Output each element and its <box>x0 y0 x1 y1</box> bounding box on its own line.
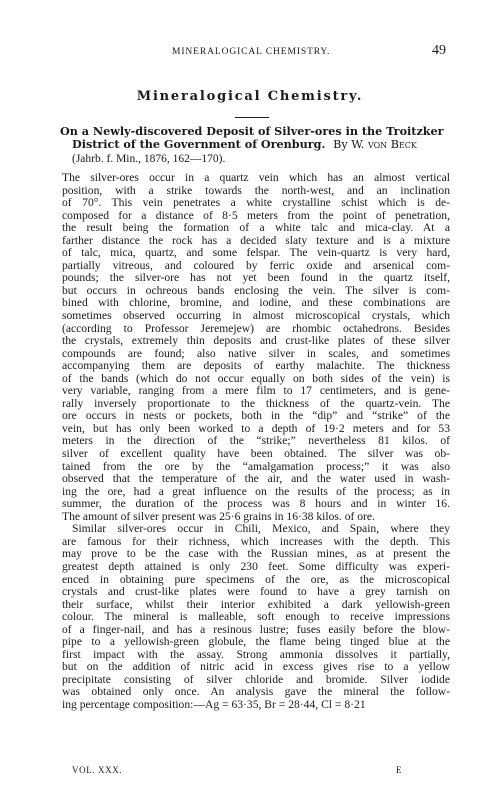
body-line: crystals and crust-like plates were found to have a grey tarnish on <box>62 585 450 599</box>
body-line: greatest depth attained is only 230 feet. Some difficulty was experi- <box>62 559 450 573</box>
body-line: may prove to be the case with the Russian mines, as at present the <box>62 547 450 561</box>
body-line: their surface, whilst their interior exhibited a dark yellowish-green <box>62 597 450 611</box>
body-line: enced in obtaining pure specimens of the ore, as the microscopical <box>62 572 450 586</box>
body-line: vein, but has only been worked to a depth of 19·2 meters and for 53 <box>62 421 450 435</box>
body-line: The silver-ores occur in a quartz vein which has an almost vertical <box>62 171 450 184</box>
citation-reference: (Jahrb. f. Min., 1876, 162—170). <box>72 153 226 165</box>
body-line: ore occurs in nests or pockets, both in the “dip” and “strike” of the <box>62 409 450 423</box>
signature-mark: E <box>396 765 402 775</box>
body-line: the crystals, extremely thin deposits and crust-like plates of these silver <box>62 334 450 348</box>
body-line: summer, the duration of the process was 8 hours and in winter 16. <box>62 497 450 511</box>
body-line: pounds; the silver-ore has not yet been found in the quartz itself, <box>62 271 450 285</box>
body-line: partially vitreous, and coloured by ferric oxide and arsenical com- <box>62 258 450 272</box>
body-line: colour. The mineral is malleable, soft enough to receive impressions <box>62 610 450 624</box>
body-line: (according to Professor Jeremejew) are rhombic octahedrons. Besides <box>62 321 450 335</box>
body-line: position, with a strike towards the north-west, and an inclination <box>62 183 450 197</box>
article-heading <box>60 125 460 152</box>
body-line: first impact with the assay. Strong ammonia dissolves it partially, <box>62 647 450 661</box>
body-line: are famous for their richness, which increases with the depth. This <box>62 534 450 548</box>
author-name: von Beck <box>367 138 417 152</box>
body-line: was obtained only once. An analysis gave the mineral the follow- <box>62 685 450 699</box>
body-line: of a finger-nail, and has a resinous lustre; fuses easily before the blow- <box>62 622 450 636</box>
body-line: of talc, mica, quartz, and some felspar. The vein-quartz is very hard, <box>62 246 450 260</box>
body-line: of 70°. This vein penetrates a white crystalline schist which is de- <box>62 196 450 210</box>
body-line: the result being the formation of a white talc and mica-clay. At a <box>62 221 450 235</box>
body-line: The amount of silver present was 25·6 grains in 16·38 kilos. of ore. <box>62 509 375 523</box>
body-line: meters in the direction of the “strike;” nevertheless 81 kilos. of <box>62 434 450 448</box>
body-line: precipitate consisting of silver chloride and bromide. Silver iodide <box>62 672 450 686</box>
body-line: Similar silver-ores occur in Chili, Mexico, and Spain, where they <box>72 522 450 536</box>
body-line: composed for a distance of 8·5 meters from the point of penetration, <box>62 208 450 222</box>
page-number: 49 <box>432 43 446 58</box>
article-heading-line-2 <box>60 138 460 151</box>
body-line: sometimes observed occurring in almost microscopical crystals, which <box>62 309 450 323</box>
body-line: ing percentage composition:—Ag = 63·35, Br = 28·44, Cl = 8·21 <box>62 697 366 711</box>
body-line: but occurs in ochreous bands enclosing the vein. The silver is com- <box>62 283 450 297</box>
article-body <box>62 172 450 712</box>
section-rule <box>235 117 269 118</box>
body-line: accompanying them are deposits of earthy malachite. The thickness <box>62 359 450 373</box>
body-line: very variable, ranging from a mere film to 17 centimeters, and is gene- <box>62 384 450 398</box>
body-line: farther distance the rock has a decided slaty texture and is a mixture <box>62 233 450 247</box>
article-heading-line-2-text: District of the Government of Orenburg. <box>72 137 326 152</box>
author-prefix: By W. <box>333 138 368 152</box>
body-line: rally inversely proportionate to the thickness of the quartz-vein. The <box>62 396 450 410</box>
body-line: pipe to a yellowish-green globule, the flame being tinged blue at the <box>62 635 450 649</box>
volume-label: VOL. XXX. <box>72 765 123 775</box>
body-line: tained from the ore by the “amalgamation process;” it was also <box>62 459 450 473</box>
body-line: bined with chlorine, bromine, and iodine, and these combinations are <box>62 296 450 310</box>
body-line: silver of excellent quality have been obtained. The silver was ob- <box>62 447 450 461</box>
body-line: of the bands (which do not occur equally on both sides of the vein) is <box>62 371 450 385</box>
article-heading-line-1: On a Newly-discovered Deposit of Silver-ores in the Troitzker <box>60 124 444 138</box>
section-title: Mineralogical Chemistry. <box>136 89 364 104</box>
body-line: ing the ore, had a great influence on the results of the process; as in <box>62 484 450 498</box>
body-line: but on the addition of nitric acid in excess gives rise to a yellow <box>62 660 450 674</box>
running-head: MINERALOGICAL CHEMISTRY. <box>172 47 331 57</box>
body-line: compounds are found; also native silver in scales, and sometimes <box>62 346 450 360</box>
body-line: observed that the temperature of the air, and the water used in wash- <box>62 472 450 486</box>
